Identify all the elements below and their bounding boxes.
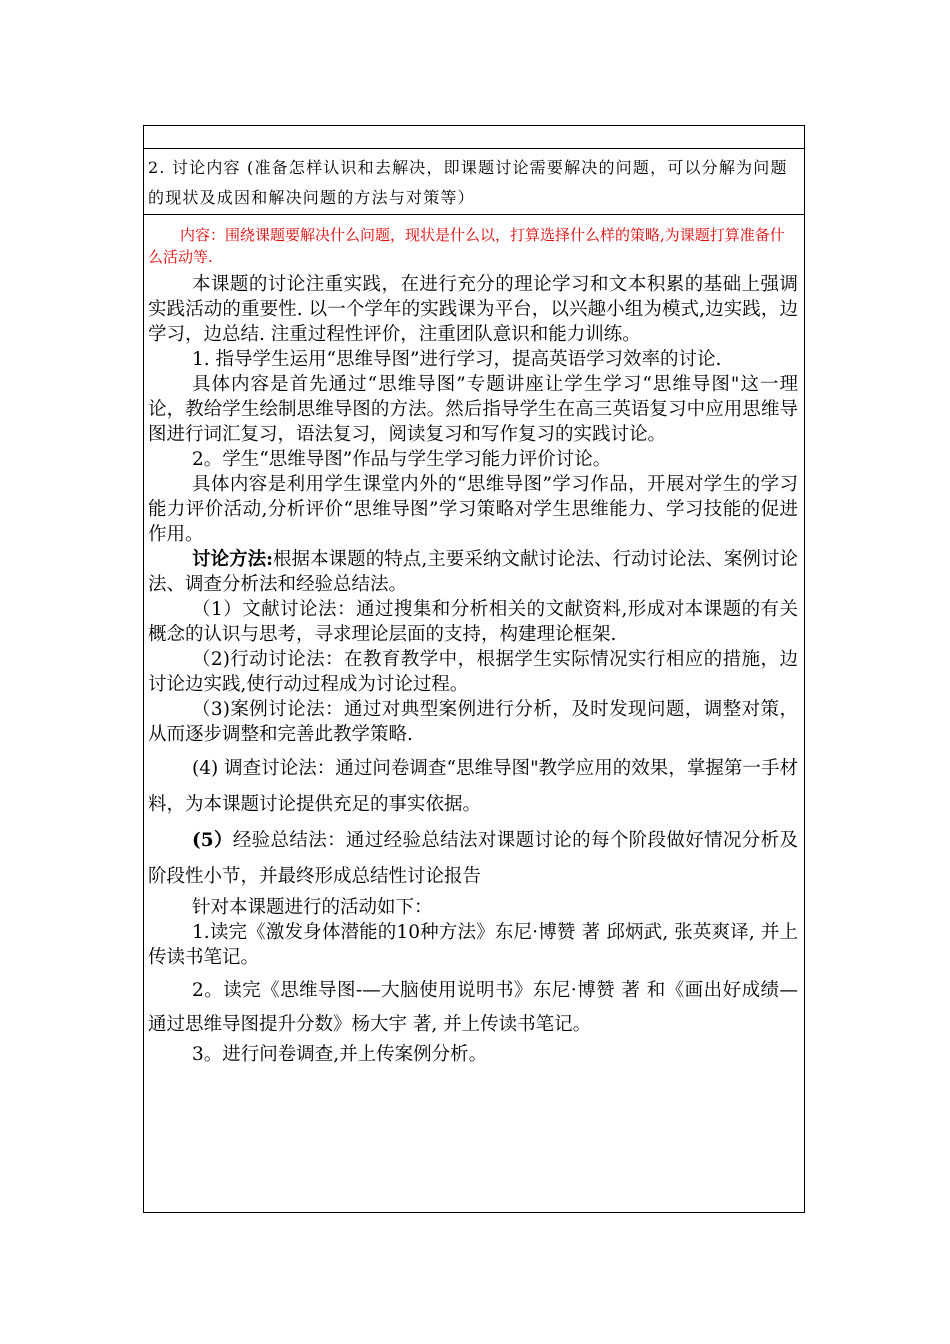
paragraph-methods — [148, 547, 798, 597]
methods-text: 根据本课题的特点,主要采纳文献讨论法、行动讨论法、案例讨论法、调查分析法和经验总结法。 — [148, 549, 798, 595]
paragraph-item-1: 1. 指导学生运用“思维导图”进行学习，提高英语学习效率的讨论. — [192, 349, 722, 370]
paragraph-method-4: (4) 调查讨论法：通过问卷调查“思维导图"教学应用的效果，掌握第一手材料，为本课题讨论提供充足的事实依据。 — [148, 758, 798, 815]
method-5-text: 经验总结法：通过经验总结法对课题讨论的每个阶段做好情况分析及阶段性小节，并最终形成总结性讨论报告 — [148, 830, 798, 887]
paragraph-method-2: （2)行动讨论法：在教育教学中，根据学生实际情况实行相应的措施，边讨论边实践,使行动过程成为讨论过程。 — [148, 649, 798, 695]
paragraph-intro: 本课题的讨论注重实践，在进行充分的理论学习和文本积累的基础上强调实践活动的重要性. 以一个学年的实践课为平台，以兴趣小组为模式,边实践，边学习，边总结. 注重过程性评价，注重团队意识和能力训练。 — [148, 274, 798, 345]
method-5-label: (5） — [192, 830, 233, 851]
section-content — [144, 224, 804, 1067]
paragraph-method-5 — [148, 823, 798, 895]
paragraph-activity-1: 1.读完《激发身体潜能的10种方法》东尼·博赞 著 邱炳武, 张英爽译, 并上传读书笔记。 — [148, 922, 798, 968]
table-top-row — [144, 126, 804, 149]
section-heading: 2. 讨论内容 (准备怎样认识和去解决，即课题讨论需要解决的问题，可以分解为问题的现状及成因和解决问题的方法与对策等） — [144, 149, 804, 215]
methods-label: 讨论方法: — [192, 549, 273, 570]
paragraph-method-3: （3)案例讨论法：通过对典型案例进行分析，及时发现问题，调整对策，从而逐步调整和完善此教学策略. — [148, 699, 798, 745]
paragraph-item-2: 2。学生“思维导图”作品与学生学习能力评价讨论。 — [192, 449, 612, 470]
paragraph-activities: 针对本课题进行的活动如下： — [192, 897, 433, 918]
paragraph-activity-2: 2。读完《思维导图-—大脑使用说明书》东尼·博赞 著 和《画出好成绩—通过思维导图提升分数》杨大宇 著, 并上传读书笔记。 — [148, 980, 798, 1035]
document-table — [143, 125, 805, 1213]
instruction-note: 内容：围绕课题要解决什么问题，现状是什么以，打算选择什么样的策略,为课题打算准备什么活动等. — [148, 226, 785, 266]
paragraph-method-1: （1）文献讨论法：通过搜集和分析相关的文献资料,形成对本课题的有关概念的认识与思考，寻求理论层面的支持，构建理论框架. — [148, 599, 798, 645]
paragraph-activity-3: 3。进行问卷调查,并上传案例分析。 — [192, 1044, 488, 1065]
paragraph-item-2-detail: 具体内容是利用学生课堂内外的“思维导图”学习作品，开展对学生的学习能力评价活动,分析评价“思维导图”学习策略对学生思维能力、学习技能的促进作用。 — [148, 474, 798, 545]
paragraph-item-1-detail: 具体内容是首先通过“思维导图”专题讲座让学生学习“思维导图"这一理论，教给学生绘制思维导图的方法。然后指导学生在高三英语复习中应用思维导图进行词汇复习，语法复习，阅读复习和写作复习的实践讨论。 — [148, 374, 798, 445]
